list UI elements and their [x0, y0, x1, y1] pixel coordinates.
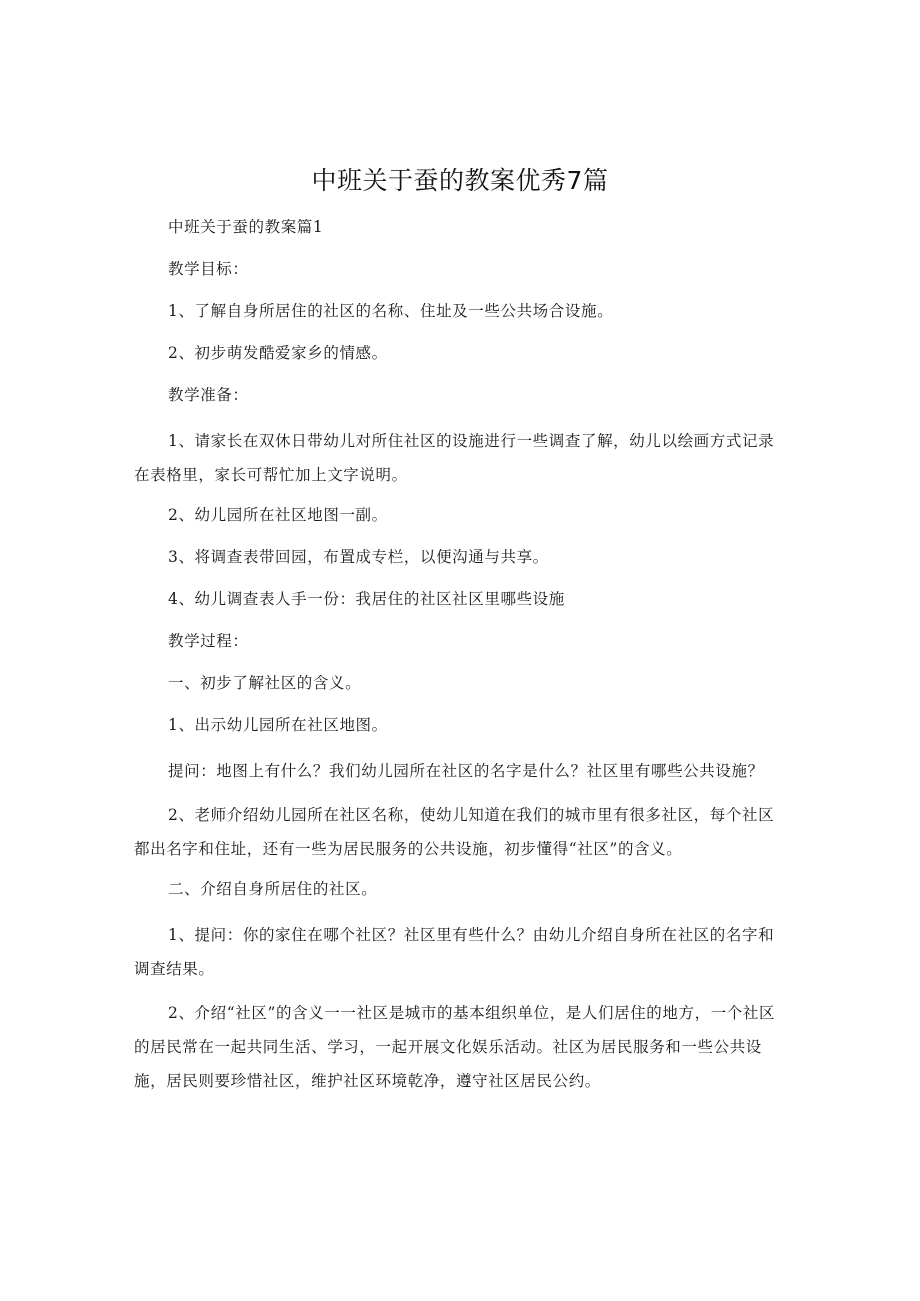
paragraph: 一、初步了解社区的含义。: [168, 674, 362, 692]
paragraph: 2、初步萌发酷爱家乡的情感。: [168, 344, 388, 362]
paragraph: 教学过程：: [168, 632, 249, 650]
paragraph: 2、老师介绍幼儿园所在社区名称，使幼儿知道在我们的城市里有很多社区，每个社区都出名字和住址，还有一些为居民服务的公共设施，初步懂得“社区”的含义。: [134, 806, 775, 858]
paragraph: 1、出示幼儿园所在社区地图。: [168, 716, 388, 734]
paragraph: 1、了解自身所居住的社区的名称、住址及一些公共场合设施。: [168, 302, 614, 320]
paragraph: 3、将调查表带回园，布置成专栏，以便沟通与共享。: [168, 548, 549, 566]
paragraph: 教学目标：: [168, 260, 249, 278]
document-body: [134, 214, 784, 1108]
paragraph: 教学准备：: [168, 386, 249, 404]
paragraph: 4、幼儿调查表人手一份：我居住的社区社区里哪些设施: [168, 590, 565, 608]
document-title: 中班关于蚕的教案优秀7篇: [311, 166, 609, 195]
section-heading: 中班关于蚕的教案篇1: [168, 218, 324, 236]
paragraph: 2、幼儿园所在社区地图一副。: [168, 506, 388, 524]
paragraph: 2、介绍“社区”的含义一一社区是城市的基本组织单位，是人们居住的地方，一个社区的居民常在一起共同生活、学习，一起开展文化娱乐活动。社区为居民服务和一些公共设施，居民则要珍惜社区，维护社区环境乾净，遵守社区居民公约。: [134, 1004, 776, 1090]
paragraph: 1、提问：你的家住在哪个社区？社区里有些什么？由幼儿介绍自身所在社区的名字和调查结果。: [134, 926, 775, 978]
paragraph: 1、请家长在双休日带幼儿对所住社区的设施进行一些调查了解，幼儿以绘画方式记录在表格里，家长可帮忙加上文字说明。: [134, 432, 775, 484]
paragraph: 二、介绍自身所居住的社区。: [168, 880, 378, 898]
paragraph: 提问：地图上有什么？我们幼儿园所在社区的名字是什么？社区里有哪些公共设施？: [168, 762, 764, 780]
